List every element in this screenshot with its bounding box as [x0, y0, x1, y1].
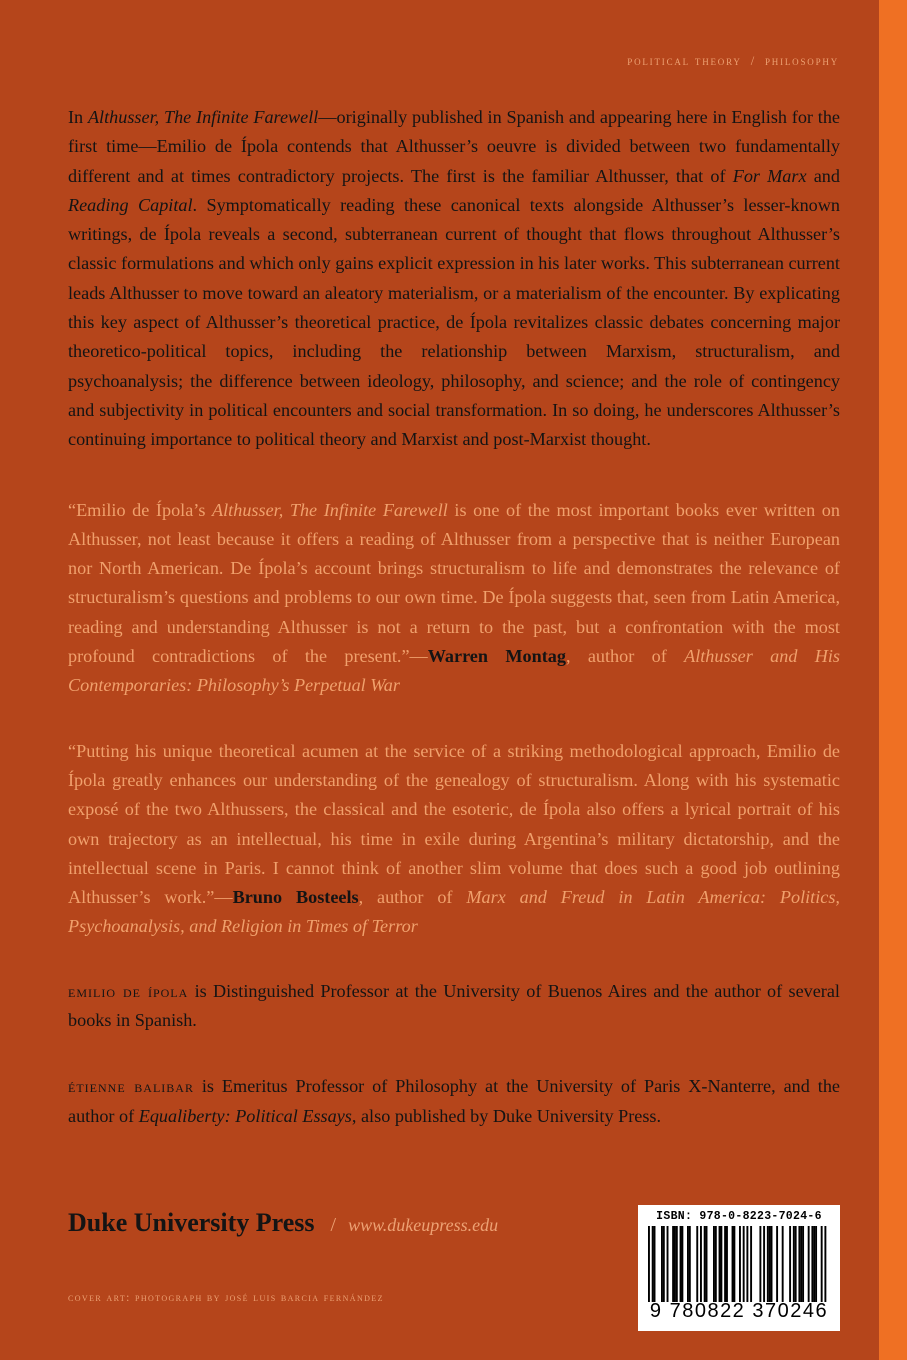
barcode-bar [667, 1226, 669, 1302]
barcode-bar [732, 1226, 734, 1302]
barcode-digits: 9 780822 370246 [649, 1300, 829, 1322]
back-cover-text [68, 103, 840, 1131]
blurb-text: “Emilio de Ípola’s [68, 499, 213, 520]
barcode-bar [821, 1226, 823, 1302]
barcode-bar [798, 1226, 800, 1302]
barcode-bar [759, 1226, 761, 1302]
barcode-bar [648, 1226, 650, 1302]
barcode-bar [720, 1226, 722, 1302]
category-political-theory: political theory [627, 54, 742, 68]
author-bio-de-ipola [68, 977, 840, 1036]
barcode-bar [739, 1226, 741, 1302]
barcode-bar [782, 1226, 784, 1302]
barcode-bar [706, 1226, 708, 1302]
barcode-bar [704, 1226, 706, 1302]
blurb-author-bosteels: Bruno Bosteels [232, 887, 359, 908]
category-philosophy: philosophy [764, 54, 839, 68]
barcode-bar [771, 1226, 773, 1302]
barcode-bar [813, 1226, 815, 1302]
publisher-line [68, 1208, 498, 1238]
blurb-book-title: Althusser, The Infinite Farewell [212, 499, 448, 520]
barcode-bar [680, 1226, 682, 1302]
isbn-label: ISBN: 978-0-8223-7024-6 [656, 1210, 822, 1223]
barcode-bar [654, 1226, 656, 1302]
blurb-author-work: Marx and Freud in Latin America: Politics, Psychoanalysis, and Religion in Times of Terror [68, 887, 840, 937]
blurb-text: , author of [565, 646, 685, 667]
category-label [627, 54, 839, 69]
barcode-bar [802, 1226, 804, 1302]
blurb-text: , author of [358, 887, 467, 908]
publisher-name: Duke University Press [68, 1208, 315, 1237]
blurb-author-work: Althusser and His Contemporaries: Philosophy’s Perpetual War [68, 646, 840, 696]
barcode-bar [746, 1226, 748, 1302]
description-text: —originally published in Spanish and appearing here in English for the first time—Emilio de Ípola contends that Althusser’s oeuvre is divided between two fundamentally different and at times contradictory projects. The first is the familiar Althusser, that of [68, 107, 840, 186]
description-text: In [68, 107, 88, 127]
barcode-bar [724, 1226, 726, 1302]
barcode-bar [676, 1226, 678, 1302]
title-althusser-infinite-farewell: Althusser, The Infinite Farewell [87, 107, 319, 127]
bio-text: , also published by Duke University Press. [351, 1105, 662, 1126]
barcode-bar [713, 1226, 715, 1302]
description-text: . Symptomatically reading these canonical texts alongside Althusser’s lesser-known writings, de Ípola reveals a second, subterranean current of thought that flows throughout Althusser’s classic formulations and which only gains explicit expression in his later works. This subterranean current leads Althusser to move toward an aleatory materialism, or a materialism of the encounter. By explicating this key aspect of Althusser’s theoretical practice, de Ípola revitalizes classic debates concerning major theoretico-political topics, including the relationship between Marxism, structuralism, and psychoanalysis; the difference between ideology, philosophy, and science; and the role of contingency and subjectivity in political encounters and social transformation. In so doing, he underscores Althusser’s continuing importance to political theory and Marxist and post-Marxist thought. [68, 194, 840, 450]
barcode-bar [700, 1226, 702, 1302]
barcode-bar [733, 1226, 735, 1302]
barcode-bar [689, 1226, 691, 1302]
barcode-icon [648, 1226, 830, 1302]
publisher-separator: / [330, 1214, 337, 1236]
barcode-bar [687, 1226, 689, 1302]
category-separator: / [750, 54, 756, 68]
edge-stripe [879, 0, 907, 1360]
barcode-bar [789, 1226, 791, 1302]
blurb-text: “Putting his unique theoretical acumen at the service of a striking methodological approach, Emilio de Ípola greatly enhances our understanding of the genealogy of structuralism. Along with his systematic exposé of the two Althussers, the classical and the esoteric, de Ípola also offers a lyrical portrait of his own trajectory as an intellectual, his time in exile during Argentina’s military dictatorship, and the intellectual scene in Paris. I cannot think of another slim volume that does such a good job outlining Althusser’s work.”— [68, 740, 840, 908]
barcode-bar [767, 1226, 769, 1302]
barcode-bar [726, 1226, 728, 1302]
author-bio-balibar [68, 1072, 840, 1131]
bio-text: is Distinguished Professor at the University of Buenos Aires and the author of several books in Spanish. [68, 980, 840, 1031]
barcode-bar [663, 1226, 665, 1302]
description-paragraph [68, 103, 840, 455]
barcode-bar [793, 1226, 795, 1302]
barcode-bar [743, 1226, 745, 1302]
blurb-author-montag: Warren Montag [427, 646, 566, 667]
title-for-marx: For Marx [732, 165, 807, 186]
barcode-bar [811, 1226, 813, 1302]
barcode-bar [696, 1226, 698, 1302]
blurb-text: is one of the most important books ever written on Althusser, not least because it offers a reading of Althusser from a perspective that is neither European nor North American. De Ípola’s account brings structuralism to life and demonstrates the relevance of structuralism’s questions and problems to our own time. De Ípola suggests that, seen from Latin America, reading and understanding Althusser is not a return to the past, but a confrontation with the most profound contradictions of the present.”— [68, 499, 840, 667]
barcode-bar [750, 1226, 752, 1302]
title-reading-capital: Reading Capital [68, 194, 193, 215]
barcode-bar [795, 1226, 797, 1302]
barcode-bar [681, 1226, 683, 1302]
barcode-bar [672, 1226, 674, 1302]
barcode-bar [800, 1226, 802, 1302]
barcode-box [638, 1205, 840, 1331]
barcode-bar [824, 1226, 826, 1302]
barcode-bar [719, 1226, 721, 1302]
description-text: and [806, 165, 840, 186]
barcode-bar [776, 1226, 778, 1302]
author-name: étienne balibar [68, 1077, 194, 1097]
cover-art-credit: cover art: photograph by josé luis barcia fernández [68, 1292, 384, 1304]
blurb-montag [68, 496, 840, 701]
barcode-bar [769, 1226, 771, 1302]
bio-text: is Emeritus Professor of Philosophy at the University of Paris X-Nanterre, and the author of [68, 1076, 840, 1126]
barcode-bar [661, 1226, 663, 1302]
barcode-bar [808, 1226, 810, 1302]
barcode-bar [652, 1226, 654, 1302]
barcode-bar [674, 1226, 676, 1302]
barcode-bar [715, 1226, 717, 1302]
blurb-bosteels [68, 737, 840, 942]
author-name: emilio de ípola [68, 981, 189, 1001]
barcode-bar [763, 1226, 765, 1302]
barcode-bar [815, 1226, 817, 1302]
publisher-url[interactable]: www.dukeupress.edu [348, 1215, 499, 1235]
title-equaliberty: Equaliberty: Political Essays [138, 1105, 352, 1126]
